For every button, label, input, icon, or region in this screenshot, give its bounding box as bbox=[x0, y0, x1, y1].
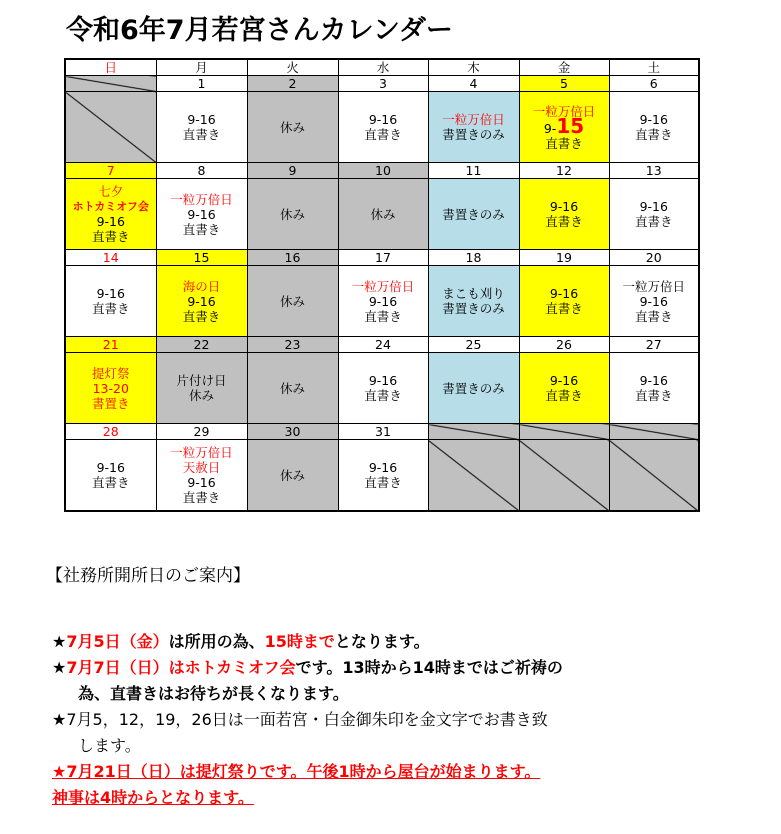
day-number: 27 bbox=[609, 337, 699, 353]
cell-line: 直書き bbox=[364, 127, 402, 142]
cell-line: 書置きのみ bbox=[442, 127, 505, 142]
day-cell bbox=[247, 440, 338, 512]
day-cell bbox=[338, 266, 428, 337]
day-number: 5 bbox=[519, 76, 609, 92]
cell-line: 書置きのみ bbox=[442, 301, 505, 316]
weekday-header: 水 bbox=[338, 59, 428, 76]
cell-line: 直書き bbox=[182, 308, 221, 324]
day-number: 21 bbox=[65, 337, 156, 353]
cell-line: 直書き bbox=[182, 221, 221, 237]
weekday-header: 金 bbox=[519, 59, 609, 76]
cell-line: 9-16 bbox=[187, 475, 216, 490]
day-cell bbox=[65, 92, 156, 163]
cell-line: 9-16 bbox=[187, 112, 216, 127]
note-2: ★7月7日（日）はホトカミオフ会です。13時から14時まではご祈祷の bbox=[52, 658, 563, 677]
cell-line: 9-16 bbox=[368, 293, 398, 309]
cell-line: 一粒万倍日 bbox=[170, 445, 233, 460]
day-cell bbox=[65, 266, 156, 337]
cell-line: 9-16 bbox=[549, 199, 579, 214]
cell-line: 一粒万倍日 bbox=[442, 112, 505, 127]
cell-line: 提灯祭 bbox=[91, 365, 130, 381]
cell-line: 9-16 bbox=[549, 373, 579, 388]
day-cell bbox=[609, 440, 699, 512]
day-cell bbox=[519, 179, 609, 250]
day-number: 30 bbox=[247, 424, 338, 440]
day-number bbox=[609, 424, 699, 440]
cell-line: 9-16 bbox=[187, 293, 216, 309]
day-number: 20 bbox=[609, 250, 699, 266]
cell-line: 9-16 bbox=[549, 286, 579, 301]
cell-line: 9-16 bbox=[96, 460, 125, 475]
cell-line: 9-16 bbox=[639, 373, 668, 388]
day-number: 1 bbox=[156, 76, 247, 92]
cell-text-emphasis: 15 bbox=[556, 113, 585, 138]
day-cell bbox=[519, 92, 609, 163]
day-number: 22 bbox=[156, 337, 247, 353]
day-cell bbox=[519, 440, 609, 512]
cell-text: 9- bbox=[543, 120, 557, 136]
cell-line: 直書き bbox=[91, 301, 130, 316]
day-number: 9 bbox=[247, 163, 338, 179]
cell-line: 書置きのみ bbox=[442, 380, 505, 396]
day-number: 23 bbox=[247, 337, 338, 353]
cell-line: 直書き bbox=[364, 475, 402, 490]
cell-line: 休み bbox=[279, 119, 305, 135]
day-number: 8 bbox=[156, 163, 247, 179]
weekday-header: 木 bbox=[428, 59, 519, 76]
cell-line: 直書き bbox=[91, 475, 130, 490]
cell-line: 直書き bbox=[364, 308, 402, 324]
cell-line: 直書き bbox=[545, 388, 583, 403]
cell-line: 直書き bbox=[545, 301, 583, 316]
day-cell bbox=[156, 92, 247, 163]
day-number: 28 bbox=[65, 424, 156, 440]
cell-line: 9-16 bbox=[639, 293, 668, 309]
day-cell bbox=[428, 353, 519, 424]
day-cell bbox=[609, 92, 699, 163]
day-cell bbox=[65, 440, 156, 512]
cell-line: 9-16 bbox=[368, 112, 398, 127]
weekday-header: 火 bbox=[247, 59, 338, 76]
cell-line: 休み bbox=[370, 206, 396, 222]
cell-line: 一粒万倍日 bbox=[351, 278, 415, 294]
cell-line: 天赦日 bbox=[182, 460, 221, 475]
notes-list bbox=[52, 629, 752, 811]
day-cell bbox=[65, 179, 156, 250]
day-number: 4 bbox=[428, 76, 519, 92]
cell-line bbox=[520, 113, 609, 138]
day-number: 31 bbox=[338, 424, 428, 440]
day-number: 29 bbox=[156, 424, 247, 440]
cell-line: 片付け日 bbox=[176, 373, 227, 388]
day-number: 14 bbox=[65, 250, 156, 266]
day-number: 16 bbox=[247, 250, 338, 266]
cell-line: 休み bbox=[188, 388, 214, 403]
day-cell bbox=[338, 92, 428, 163]
day-number: 15 bbox=[156, 250, 247, 266]
note-1: ★7月5日（金）は所用の為、15時までとなります。 bbox=[52, 632, 430, 651]
day-number: 17 bbox=[338, 250, 428, 266]
weekday-header: 日 bbox=[65, 59, 156, 76]
day-number: 24 bbox=[338, 337, 428, 353]
cell-line: 一粒万倍日 bbox=[532, 103, 596, 119]
day-cell bbox=[247, 353, 338, 424]
cell-line: 休み bbox=[279, 467, 305, 483]
weekday-header: 土 bbox=[609, 59, 699, 76]
cell-line: 9-16 bbox=[187, 206, 216, 222]
day-number: 3 bbox=[338, 76, 428, 92]
cell-line: 書置きのみ bbox=[442, 206, 505, 222]
day-cell bbox=[428, 440, 519, 512]
day-cell bbox=[428, 92, 519, 163]
cell-line: 直書き bbox=[545, 135, 583, 151]
cell-line: 直書き bbox=[182, 490, 221, 505]
cell-line: 一粒万倍日 bbox=[170, 191, 233, 207]
note-4-cont: 神事は4時からとなります。 bbox=[52, 788, 254, 807]
day-cell bbox=[428, 266, 519, 337]
cell-line: 休み bbox=[279, 206, 305, 222]
cell-line: 9-16 bbox=[96, 286, 125, 301]
cell-line: 書置き bbox=[91, 395, 130, 411]
cell-line: 直書き bbox=[634, 127, 673, 142]
day-cell bbox=[428, 179, 519, 250]
day-number: 26 bbox=[519, 337, 609, 353]
cell-line: 直書き bbox=[634, 308, 673, 324]
day-cell bbox=[338, 440, 428, 512]
day-number: 25 bbox=[428, 337, 519, 353]
section-title: 【社務所開所日のご案内】 bbox=[46, 566, 250, 586]
weekday-header: 月 bbox=[156, 59, 247, 76]
day-cell bbox=[609, 179, 699, 250]
day-cell bbox=[156, 266, 247, 337]
cell-line: 休み bbox=[279, 293, 305, 309]
page-title: 令和6年7月若宮さんカレンダー bbox=[66, 15, 453, 46]
cell-line: 直書き bbox=[634, 214, 673, 229]
day-cell bbox=[156, 353, 247, 424]
day-cell bbox=[338, 179, 428, 250]
cell-line: 休み bbox=[279, 380, 305, 396]
day-cell bbox=[65, 353, 156, 424]
day-cell bbox=[156, 440, 247, 512]
cell-line: 海の日 bbox=[182, 278, 221, 294]
day-cell bbox=[247, 92, 338, 163]
day-cell bbox=[156, 179, 247, 250]
day-number: 2 bbox=[247, 76, 338, 92]
cell-line: ホトカミオフ会 bbox=[72, 200, 149, 213]
cell-line: 一粒万倍日 bbox=[622, 278, 685, 294]
day-number bbox=[428, 424, 519, 440]
cell-line: 七夕 bbox=[98, 184, 124, 199]
cell-line: 9-16 bbox=[368, 373, 398, 388]
day-number: 18 bbox=[428, 250, 519, 266]
day-number: 13 bbox=[609, 163, 699, 179]
cell-line: 直書き bbox=[364, 388, 402, 403]
cell-line: 9-16 bbox=[639, 112, 668, 127]
cell-line: 13-20 bbox=[92, 380, 129, 396]
day-number: 11 bbox=[428, 163, 519, 179]
cell-line: 直書き bbox=[91, 229, 130, 244]
day-number: 6 bbox=[609, 76, 699, 92]
day-number: 10 bbox=[338, 163, 428, 179]
day-cell bbox=[338, 353, 428, 424]
cell-line: 直書き bbox=[182, 127, 221, 142]
cell-line: 直書き bbox=[634, 388, 673, 403]
day-number: 12 bbox=[519, 163, 609, 179]
note-4: ★7月21日（日）は提灯祭りです。午後1時から屋台が始まります。 bbox=[52, 762, 541, 781]
day-cell bbox=[247, 266, 338, 337]
note-3: ★7月5，12，19，26日は一面若宮・白金御朱印を金文字でお書き致 bbox=[52, 710, 548, 729]
cell-line: 直書き bbox=[545, 214, 583, 229]
calendar-table bbox=[64, 58, 700, 512]
day-number bbox=[65, 76, 156, 92]
cell-line: 9-16 bbox=[96, 214, 125, 229]
day-number: 7 bbox=[65, 163, 156, 179]
note-2-cont: 為、直書きはお待ちが長くなります。 bbox=[78, 684, 349, 703]
day-number bbox=[519, 424, 609, 440]
day-cell bbox=[609, 353, 699, 424]
cell-line: 9-16 bbox=[639, 199, 668, 214]
day-number: 19 bbox=[519, 250, 609, 266]
cell-line: 9-16 bbox=[368, 460, 398, 475]
day-cell bbox=[247, 179, 338, 250]
note-3-cont: します。 bbox=[78, 736, 141, 755]
day-cell bbox=[519, 266, 609, 337]
cell-line: まこも刈り bbox=[442, 286, 505, 301]
day-cell bbox=[609, 266, 699, 337]
day-cell bbox=[519, 353, 609, 424]
